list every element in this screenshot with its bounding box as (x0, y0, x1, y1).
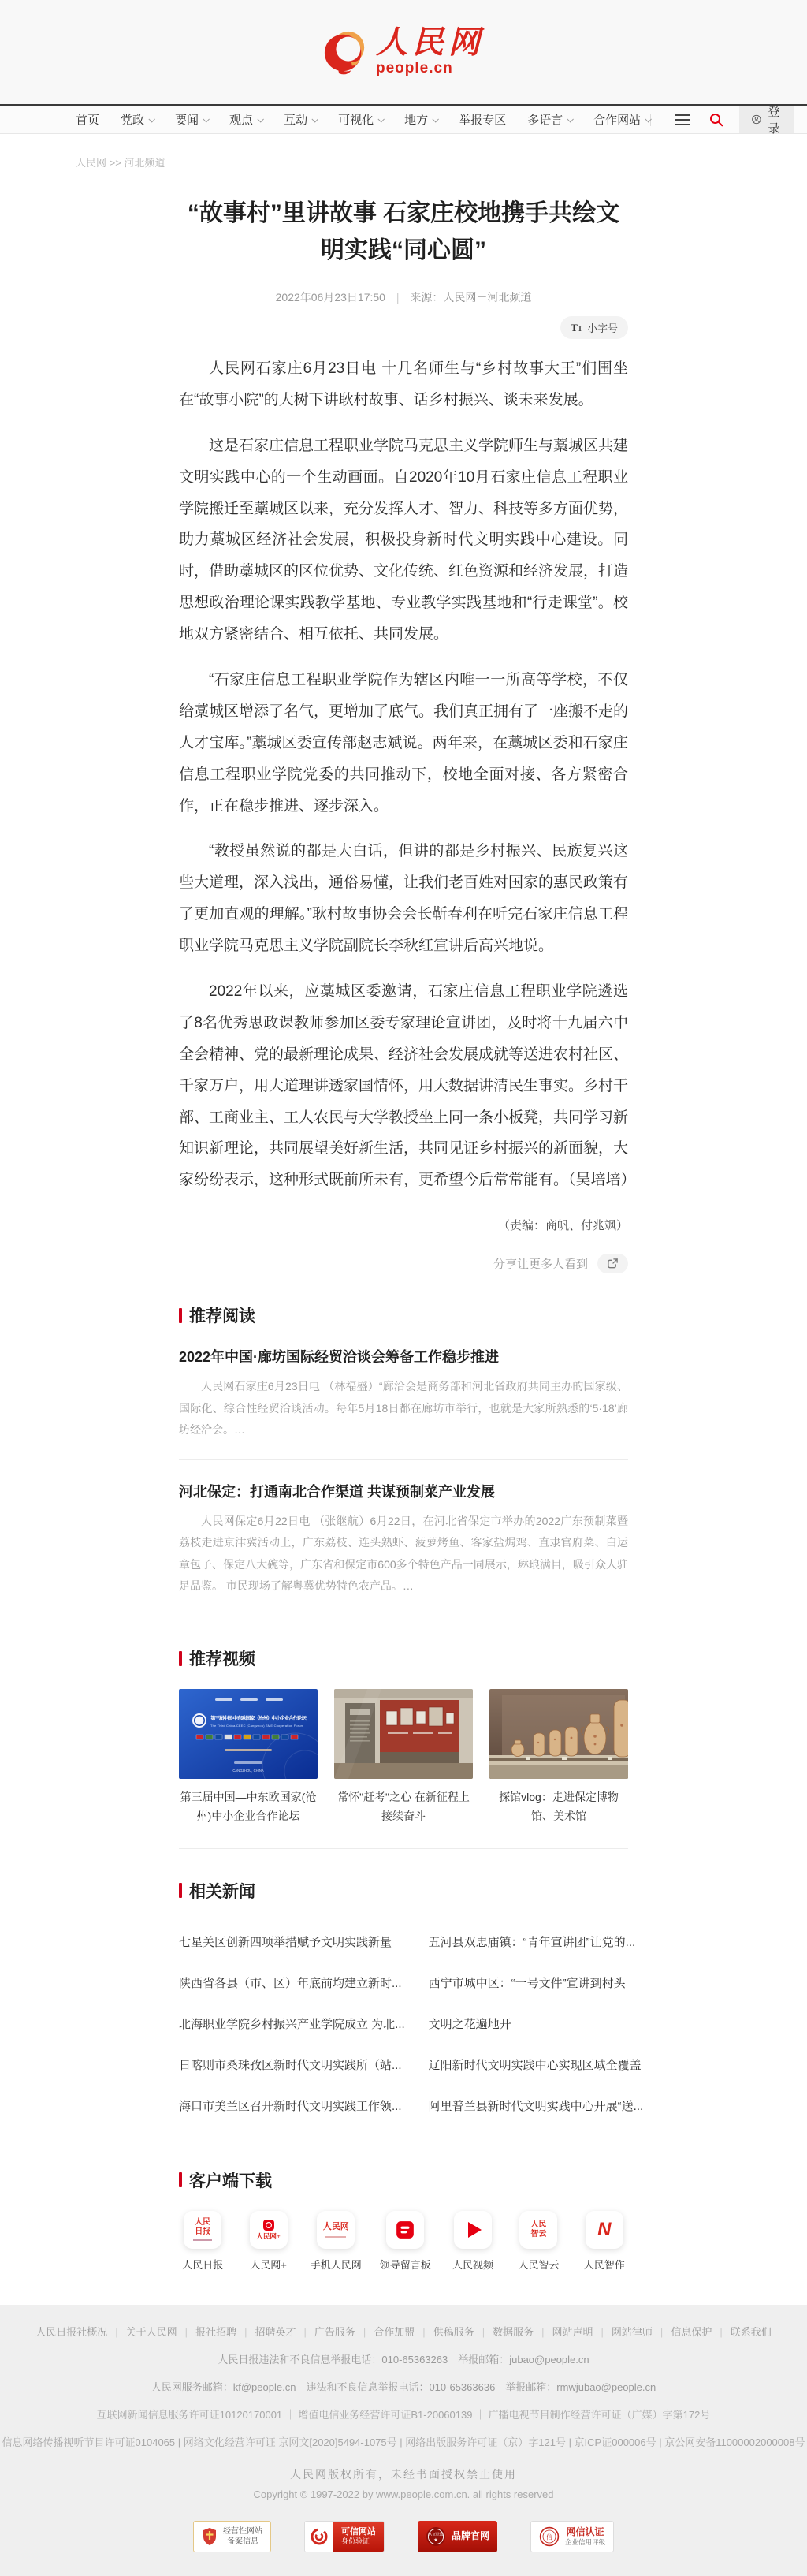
shield-icon (202, 2527, 218, 2546)
app-label: 人民网+ (250, 2258, 287, 2271)
section-red-bar (179, 2172, 182, 2187)
chevron-down-icon (258, 116, 264, 122)
play-icon (468, 2222, 482, 2238)
app-label: 人民智作 (583, 2258, 625, 2271)
nav-item-visual[interactable]: 可视化 (338, 111, 383, 128)
section-recommended-reading (179, 1303, 628, 1616)
people-video-app-icon (454, 2211, 492, 2249)
footer-link[interactable]: 信息保护 | (671, 2324, 730, 2339)
related-news-link[interactable]: 七星关区创新四项举措赋予文明实践新量 (179, 1936, 392, 1950)
chevron-down-icon (378, 116, 385, 122)
section-red-bar (179, 1651, 182, 1666)
badge-registered-website[interactable]: 经营性网站 备案信息 (193, 2521, 271, 2552)
nav-item-report[interactable]: 举报专区 (459, 114, 507, 127)
video-thumbnail-exhibit (334, 1689, 473, 1779)
footer-link[interactable]: 供稿服务 | (433, 2324, 493, 2339)
reading-item-title[interactable]: 河北保定：打通南北合作渠道 共谋预制菜产业发展 (179, 1484, 495, 1500)
footer-link[interactable]: 网站律师 | (612, 2324, 671, 2339)
video-card-museum[interactable] (489, 1689, 628, 1826)
section-red-bar (179, 1883, 182, 1898)
badge-trusted-website[interactable]: 可信网站 身份验证 (304, 2521, 385, 2552)
video-grid (179, 1689, 628, 1849)
main-nav (0, 104, 807, 134)
menu-icon[interactable] (665, 106, 700, 133)
chevron-down-icon (312, 116, 318, 122)
footer-service-line: 人民网服务邮箱：kf@people.cn 违法和不良信息举报电话：010-65363636 举报邮箱：rmwjubao@people.cn (151, 2380, 656, 2393)
related-news-link[interactable]: 辽阳新时代文明实践中心实现区域全覆盖 (428, 2059, 642, 2073)
breadcrumb[interactable]: 人民网 >> 河北频道 (76, 157, 165, 169)
nav-item-news[interactable]: 要闻 (175, 111, 208, 128)
video-thumbnail-museum (489, 1689, 628, 1779)
video-caption: 第三届中国—中东欧国家(沧州)中小企业合作论坛 (180, 1791, 317, 1823)
related-news-link[interactable]: 陕西省各县（市、区）年底前均建立新时... (179, 1977, 402, 1991)
nav-item-languages[interactable]: 多语言 (527, 111, 572, 128)
nav-item-party[interactable]: 党政 (121, 111, 154, 128)
footer-link[interactable]: 人民日报社概况 | (35, 2324, 125, 2339)
app-label: 人民日报 (182, 2258, 224, 2271)
footer-link[interactable]: 招聘英才 | (255, 2324, 314, 2339)
app-people-zhizuo[interactable] (581, 2211, 628, 2272)
article-meta (179, 289, 628, 305)
leader-board-app-icon (386, 2211, 424, 2249)
article-paragraph: “教授虽然说的都是大白话，但讲的都是乡村振兴、民族复兴这些大道理，深入浅出，通俗易懂，让我们老百姓对国家的惠民政策有了更加直观的理解。”耿村故事协会会长靳春利在听完石家庄信息工程职业学院马克思主义学院副院长李秋红宣讲后高兴地说。 (179, 843, 629, 955)
footer-link[interactable]: 数据服务 | (493, 2324, 552, 2339)
article-paragraph: “石家庄信息工程职业学院作为辖区内唯一一所高等学校，不仅给藁城区增添了名气，更增加了底气。我们真正拥有了一座搬不走的人才宝库。”藁城区委宣传部赵志斌说。两年来，在藁城区委和石家庄信息工程职业学院党委的共同推动下，校地全面对接、各方紧密合作，正在稳步推进、逐步深入。 (179, 672, 629, 815)
badge-cyber-trust[interactable]: 信 网信认证 企业信用评级 (530, 2521, 614, 2552)
apps-row (179, 2211, 628, 2272)
video-thumbnail-forum (179, 1689, 318, 1779)
app-leader-board[interactable] (380, 2211, 431, 2272)
footer-link[interactable]: 网站声明 | (552, 2324, 612, 2339)
footer-link[interactable]: 报社招聘 | (195, 2324, 255, 2339)
related-news-link[interactable]: 北海职业学院乡村振兴产业学院成立 为北... (179, 2018, 405, 2032)
footer-license-line-2: 信息网络传播视听节目许可证0104065 | 网络文化经营许可证 京网文[2020]5494-1075号 | 网络出版服务许可证（京）字121号 | 京ICP证000006号 | 京公网安备11000002000008号 (2, 2436, 805, 2448)
section-title: 相关新闻 (189, 1882, 255, 1901)
reading-item-title[interactable]: 2022年中国·廊坊国际经贸洽谈会筹备工作稳步推进 (179, 1349, 500, 1366)
article-title: “故事村”里讲故事 石家庄校地携手共绘文明实践“同心圆” (187, 200, 620, 263)
logo-swoosh-icon (322, 28, 368, 76)
section-red-bar (179, 1308, 182, 1323)
article-date: 2022年06月23日17:50 (275, 291, 385, 304)
editor-credit: （责编：商帆、付兆飒） (497, 1219, 628, 1233)
footer-link[interactable]: 联系我们 (730, 2325, 772, 2338)
certification-seal-icon (426, 2526, 446, 2547)
footer-copyright-en: Copyright © 1997-2022 by www.people.com.cn. all rights reserved (253, 2488, 554, 2500)
section-related-news (179, 1879, 644, 2138)
logo-en-text: people.cn (376, 60, 453, 76)
login-label: 登录 (768, 105, 780, 136)
chevron-down-icon (433, 116, 439, 122)
video-card-exhibit[interactable] (334, 1689, 473, 1826)
login-button[interactable] (739, 105, 794, 136)
nav-item-opinion[interactable]: 观点 (229, 111, 262, 128)
related-news-link[interactable]: 海口市美兰区召开新时代文明实践工作领... (179, 2100, 402, 2114)
related-news-link[interactable]: 文明之花遍地开 (428, 2018, 511, 2032)
section-app-download (179, 2168, 628, 2272)
article-content (179, 196, 644, 2272)
people-zhizuo-app-icon: N (586, 2211, 623, 2249)
related-news-link[interactable]: 日喀则市桑珠孜区新时代文明实践所（站... (179, 2059, 402, 2073)
font-size-icon: TT (571, 321, 582, 334)
nav-item-home[interactable]: 首页 (76, 114, 100, 127)
reading-item-excerpt: 人民网石家庄6月23日电 （林福盛）“廊洽会是商务部和河北省政府共同主办的国家级、国际化、综合性经贸洽谈活动。每年5月18日都在廊坊市举行，也就是大家所熟悉的‘5·18’廊坊经洽会。… (179, 1380, 628, 1436)
footer-license-line-1: 互联网新闻信息服务许可证10120170001 ｜ 增值电信业务经营许可证B1-20060139 ｜ 广播电视节目制作经营许可证（广媒）字第172号 (96, 2408, 711, 2421)
user-icon (752, 113, 761, 126)
nav-list (76, 111, 650, 128)
footer-links (0, 2324, 807, 2339)
font-size-button[interactable] (560, 316, 628, 339)
article-paragraph: 人民网石家庄6月23日电 十几名师生与“乡村故事大王”们围坐在“故事小院”的大树下讲耿村故事、话乡村振兴、谈未来发展。 (179, 360, 628, 408)
svg-text:The Third China-CEEC (Cangzhou: The Third China-CEEC (Cangzhou) SME Cooperation Forum (210, 1724, 303, 1728)
people-plus-app-icon: 人民网+ (250, 2211, 288, 2249)
chevron-down-icon (203, 116, 210, 122)
credit-seal-icon (539, 2526, 560, 2547)
font-size-label: 小字号 (586, 322, 618, 334)
footer-link[interactable]: 广告服务 | (314, 2324, 374, 2339)
svg-text:★: ★ (433, 2537, 438, 2543)
article-body (179, 353, 636, 1196)
app-label: 人民视频 (452, 2258, 494, 2271)
svg-text:信: 信 (546, 2533, 552, 2541)
article-source-label: 来源： (410, 291, 444, 304)
footer-copyright-cn: 人民网版权所有，未经书面授权禁止使用 (290, 2467, 517, 2481)
section-title: 推荐视频 (189, 1650, 255, 1669)
logo-text (376, 24, 485, 77)
meta-separator: | (396, 291, 400, 304)
app-peoples-daily[interactable] (179, 2211, 226, 2272)
site-header (0, 0, 807, 104)
app-label: 人民智云 (518, 2258, 560, 2271)
nav-item-interact[interactable]: 互动 (284, 111, 317, 128)
svg-text:认证联盟: 认证联盟 (428, 2532, 444, 2537)
footer-badges (0, 2521, 807, 2552)
related-news-link[interactable]: 西宁市城中区：“一号文件”宣讲到村头 (428, 1977, 626, 1991)
section-title: 推荐阅读 (189, 1307, 255, 1326)
app-label: 领导留言板 (379, 2258, 431, 2271)
reading-item-excerpt: 人民网保定6月22日电 （张继航）6月22日，在河北省保定市举办的2022广东预制菜暨荔枝走进京津冀活动上，广东荔枝、连头熟虾、菠萝烤鱼、客家盐焗鸡、直隶官府菜、白运章包子、保定八大碗等，广东省和保定市600多个特色产品一同展示，琳琅满目，吸引众人驻足品鉴。 市民现场了解粤冀优势特色农产品。… (179, 1515, 628, 1593)
peoples-daily-app-icon: 人民日报 (184, 2211, 221, 2249)
app-label: 手机人民网 (310, 2258, 362, 2271)
chevron-down-icon (148, 116, 154, 122)
chevron-down-icon (567, 116, 574, 122)
nav-item-local[interactable]: 地方 (404, 111, 437, 128)
svg-text:CANGZHOU, CHINA: CANGZHOU, CHINA (232, 1769, 264, 1773)
related-news-link[interactable]: 五河县双忠庙镇：“青年宣讲团”让党的... (428, 1936, 636, 1950)
app-people-zhiyun[interactable] (515, 2211, 562, 2272)
article-paragraph: 2022年以来，应藁城区委邀请，石家庄信息工程职业学院遴选了8名优秀思政课教师参加区委专家理论宣讲团，及时将十九届六中全会精神、党的最新理论成果、经济社会发展成就等送进农村社区、千家万户，用大道理讲透家国情怀，用大数据讲清民生事实。乡村干部、工商业主、工人农民与大学教授坐上同一条小板凳，共同学习新知识新理论，共同展望美好新生活，共同见证乡村振兴的新面貌，大家纷纷表示，这种形式既前所未有，更希望今后常常能有。（吴培培） (179, 983, 636, 1189)
footer-report-line: 人民日报违法和不良信息举报电话：010-65363263 举报邮箱：jubao@people.cn (218, 2353, 589, 2365)
section-title: 客户端下载 (189, 2172, 272, 2190)
reading-item (179, 1481, 628, 1616)
article-paragraph: 这是石家庄信息工程职业学院马克思主义学院师生与藁城区共建文明实践中心的一个生动画面。自2020年10月石家庄信息工程职业学院搬迁至藁城区以来，充分发挥人才、智力、科技等多方面优势，助力藁城区经济社会发展，积极投身新时代文明实践中心建设。同时，借助藁城区的区位优势、文化传统、红色资源和经济发展，打造思想政治理论课实践教学基地、专业教学实践基地和“行走课堂”。校地双方紧密结合、相互依托、共同发展。 (179, 437, 629, 643)
share-label: 分享让更多人看到 (493, 1258, 588, 1272)
nav-right (650, 105, 794, 136)
related-news-list (179, 1922, 644, 2138)
video-caption: 常怀"赶考"之心 在新征程上接续奋斗 (337, 1791, 470, 1823)
site-footer (0, 2305, 807, 2576)
article-source-link[interactable]: 人民网－河北频道 (443, 291, 532, 304)
app-people-plus[interactable] (244, 2211, 292, 2272)
nav-item-partners[interactable]: 合作网站 (593, 111, 650, 128)
people-zhiyun-app-icon: 人民智云 (519, 2211, 557, 2249)
footer-link[interactable]: 合作加盟 | (374, 2324, 433, 2339)
search-icon[interactable] (700, 106, 733, 133)
trust-swirl-icon (310, 2527, 329, 2546)
app-mobile-people[interactable] (311, 2211, 362, 2272)
share-icon (607, 1258, 619, 1269)
share-button[interactable] (597, 1254, 628, 1273)
app-people-video[interactable] (449, 2211, 496, 2272)
svg-text:第三届中国-中东欧国家（沧州）中小企业合作论坛: 第三届中国-中东欧国家（沧州）中小企业合作论坛 (210, 1716, 307, 1722)
video-caption: 探馆vlog：走进保定博物馆、美术馆 (499, 1791, 619, 1823)
related-news-link[interactable]: 阿里普兰县新时代文明实践中心开展“送... (428, 2100, 644, 2114)
video-card-forum[interactable] (179, 1689, 318, 1826)
people-cn-logo[interactable] (322, 24, 485, 77)
logo-cn-text: 人民网 (376, 24, 485, 60)
section-recommended-videos (179, 1646, 628, 1849)
footer-link[interactable]: 关于人民网 | (126, 2324, 195, 2339)
mobile-people-app-icon: 人民网 (317, 2211, 355, 2249)
reading-item (179, 1346, 628, 1460)
badge-brand-official[interactable]: 认证联盟 ★ 品牌官网 (418, 2521, 497, 2552)
